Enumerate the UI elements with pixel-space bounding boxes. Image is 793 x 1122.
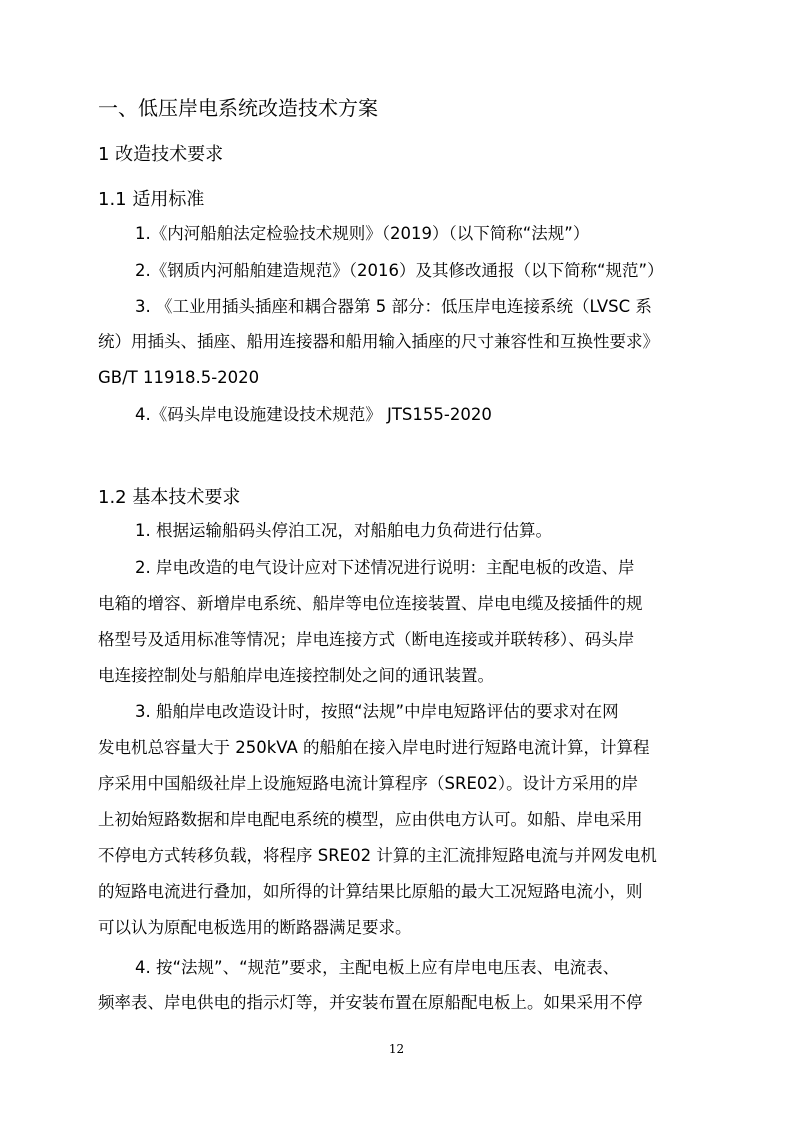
page-number: 12 — [388, 1042, 405, 1056]
standard-item-1: 1.《内河船舶法定检验技术规则》（2019）（以下简称“法规”） — [135, 224, 590, 243]
requirement-3-line-7: 可以认为原配电板选用的断路器满足要求。 — [98, 918, 412, 937]
main-heading: 一、低压岸电系统改造技术方案 — [98, 96, 378, 120]
standard-item-2: 2.《钢质内河船舶建造规范》（2016）及其修改通报（以下简称“规范”） — [135, 261, 664, 280]
requirement-1: 1. 根据运输船码头停泊工况，对船舶电力负荷进行估算。 — [135, 521, 552, 540]
standard-item-3-line-2: 统）用插头、插座、船用连接器和船用输入插座的尺寸兼容性和互换性要求》 — [98, 332, 659, 351]
standard-item-4: 4.《码头岸电设施建设技术规范》 JTS155-2020 — [135, 405, 492, 424]
section-1-1-heading: 1.1 适用标准 — [98, 189, 205, 210]
section-1-heading: 1 改造技术要求 — [98, 144, 224, 165]
requirement-2-line-3: 格型号及适用标准等情况；岸电连接方式（断电连接或并联转移）、码头岸 — [98, 630, 635, 649]
requirement-3-line-5: 不停电方式转移负载，将程序 SRE02 计算的主汇流排短路电流与并网发电机 — [98, 846, 657, 865]
standard-item-3-line-1: 3. 《工业用插头插座和耦合器第 5 部分：低压岸电连接系统（LVSC 系 — [135, 297, 652, 316]
standard-item-3-line-3: GB/T 11918.5-2020 — [98, 368, 260, 387]
requirement-2-line-1: 2. 岸电改造的电气设计应对下述情况进行说明：主配电板的改造、岸 — [135, 558, 635, 577]
requirement-3-line-4: 上初始短路数据和岸电配电系统的模型，应由供电方认可。如船、岸电采用 — [98, 810, 643, 829]
requirement-4-line-2: 频率表、岸电供电的指示灯等，并安装布置在原船配电板上。如果采用不停 — [98, 993, 643, 1012]
requirement-2-line-2: 电箱的增容、新增岸电系统、船岸等电位连接装置、岸电电缆及接插件的规 — [98, 594, 643, 613]
requirement-2-line-4: 电连接控制处与船舶岸电连接控制处之间的通讯装置。 — [98, 666, 494, 685]
requirement-3-line-3: 序采用中国船级社岸上设施短路电流计算程序（SRE02）。设计方采用的岸 — [98, 774, 639, 793]
requirement-3-line-2: 发电机总容量大于 250kVA 的船舶在接入岸电时进行短路电流计算，计算程 — [98, 738, 650, 757]
requirement-3-line-1: 3. 船舶岸电改造设计时，按照“法规”中岸电短路评估的要求对在网 — [135, 702, 619, 721]
requirement-4-line-1: 4. 按“法规”、“规范”要求，主配电板上应有岸电电压表、电流表、 — [135, 958, 620, 977]
section-1-2-heading: 1.2 基本技术要求 — [98, 487, 241, 508]
requirement-3-line-6: 的短路电流进行叠加，如所得的计算结果比原船的最大工况短路电流小，则 — [98, 882, 643, 901]
